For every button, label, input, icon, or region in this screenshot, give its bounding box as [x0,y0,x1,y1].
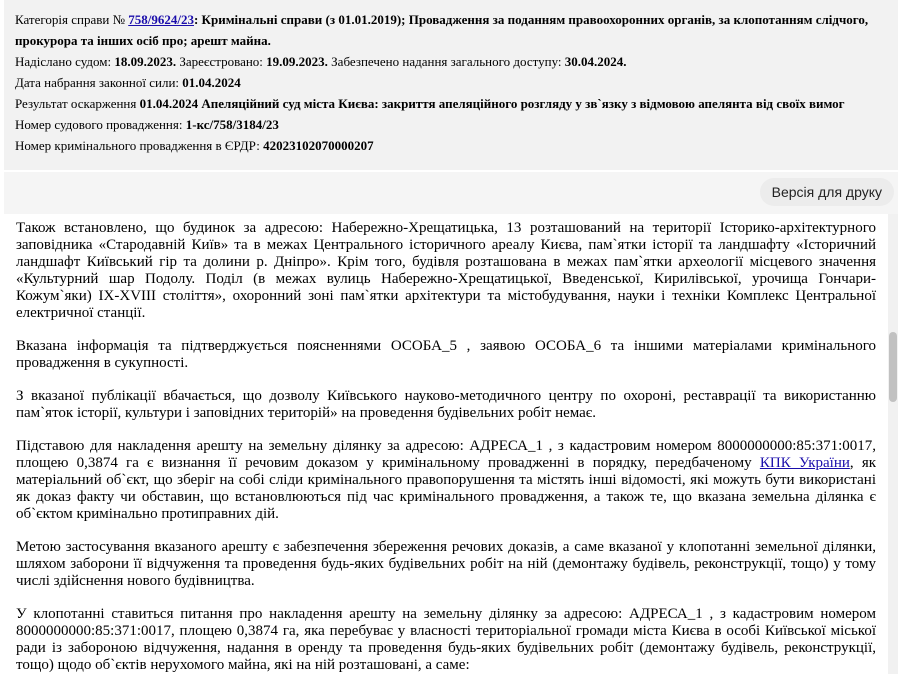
legal-force-value: 01.04.2024 [182,75,241,90]
paragraph-text: Підставою для накладення арешту на земельну ділянку за адресою: АДРЕСА_1 , з кадастровим номером 8000000000:85:371:0017, площею 0,3874 га є визнання її речовим доказом у кримінальному провадженні в порядку, передбаченому [16,438,876,471]
paragraph-text: , як матеріальний об`єкт, що зберіг на собі сліди кримінального правопорушення та містять інші відомості, які можуть бути використані як доказ факту чи обставин, що встановлюються під час кримінального провадження, а також те, що вказана земельна ділянка є об`єктом кримінально протиправних дій. [16,455,876,522]
paragraph: Метою застосування вказаного арешту є забезпечення збереження речових доказів, а саме вказаної у клопотанні земельної ділянки, шляхом заборони її відчуження та проведення будь-яких будівельних робіт на ній (демонтажу будівель, реконструкції, тощо) у тому числі здійснення нового будівництва. [16,539,876,589]
access-label: Забезпечено надання загального доступу: [327,54,565,69]
appeal-result-row [15,93,884,114]
sent-label: Надіслано судом: [15,54,115,69]
legal-force-row [15,72,884,93]
case-category-text: : Кримінальні справи (з 01.01.2019); Провадження за поданням правоохоронних органів, за клопотанням слідчого, прокурора та інших осіб про; арешт майна. [15,12,869,48]
dates-row [15,51,884,72]
legal-force-label: Дата набрання законної сили: [15,75,183,90]
access-value: 30.04.2024. [564,54,627,69]
print-version-button[interactable]: Версія для друку [760,178,894,206]
kpk-ukraine-link[interactable]: КПК України [759,455,850,471]
erdr-value: 42023102070000207 [263,138,374,153]
court-proceeding-row [15,114,884,135]
case-metadata-panel [4,0,898,170]
appeal-result-value: 01.04.2024 Апеляційний суд міста Києва: закриття апеляційного розгляду у зв`язку з відмовою апелянта від своїх вимог [139,96,845,111]
erdr-row [15,135,884,156]
registered-label: Зареєстровано: [176,54,267,69]
paragraph: Також встановлено, що будинок за адресою: Набережно-Хрещатицька, 13 розташований на території Історико-архітектурного заповідника «Стародавній Київ» та в межах Центрального історичного ареалу Києва, пам`ятки історії та ландшафту «Історичний ландшафт Київський гір та долини р. Дніпро». Крім того, будівля розташована в межах пам`ятки археології місцевого значення «Культурний шар Подолу. Поділ (в межах вулиць Набережно-Хрещатицької, Введенської, Кирилівської, урочища Гончари-Кожум`яки) IX-XVIII століття», охоронний зоні пам`ятки архітектури та містобудування, науки і техніки Комплекс Центральної електричної станції. [16,220,876,321]
paragraph: З вказаної публікації вбачається, що дозволу Київського науково-методичного центру по охороні, реставрації та використанню пам`яток історії, культури і заповідних територій» на проведення будівельних робіт немає. [16,388,876,421]
toolbar [4,172,898,214]
scrollbar-thumb[interactable] [889,332,897,402]
case-number-link[interactable]: 758/9624/23 [128,12,194,27]
appeal-result-label: Результат оскарження [15,96,140,111]
erdr-label: Номер кримінального провадження в ЄРДР: [15,138,264,153]
registered-value: 19.09.2023. [266,54,328,69]
case-category-row [15,9,884,51]
paragraph: У клопотанні ставиться питання про накладення арешту на земельну ділянку за адресою: АДРЕСА_1 , з кадастровим номером 8000000000:85:371:0017, площею 0,3874 га, яка перебуває у власності територіальної громади міста Києва в особі Київської міської ради із забороною відчуження, надання в оренду та проведення будь-яких будівельних робіт (демонтажу будівель, реконструкції, тощо) щодо об`єктів нерухомого майна, які на ній розташовані, а саме: [16,606,876,673]
court-proceeding-label: Номер судового провадження: [15,117,186,132]
court-proceeding-value: 1-кс/758/3184/23 [185,117,279,132]
case-category-label: Категорія справи № [15,12,129,27]
document-text [16,220,876,674]
paragraph [16,438,876,523]
paragraph: Вказана інформація та підтверджується поясненнями ОСОБА_5 , заявою ОСОБА_6 та іншими матеріалами кримінального провадження в сукупності. [16,338,876,371]
sent-value: 18.09.2023. [114,54,177,69]
vertical-scrollbar[interactable] [888,214,898,674]
